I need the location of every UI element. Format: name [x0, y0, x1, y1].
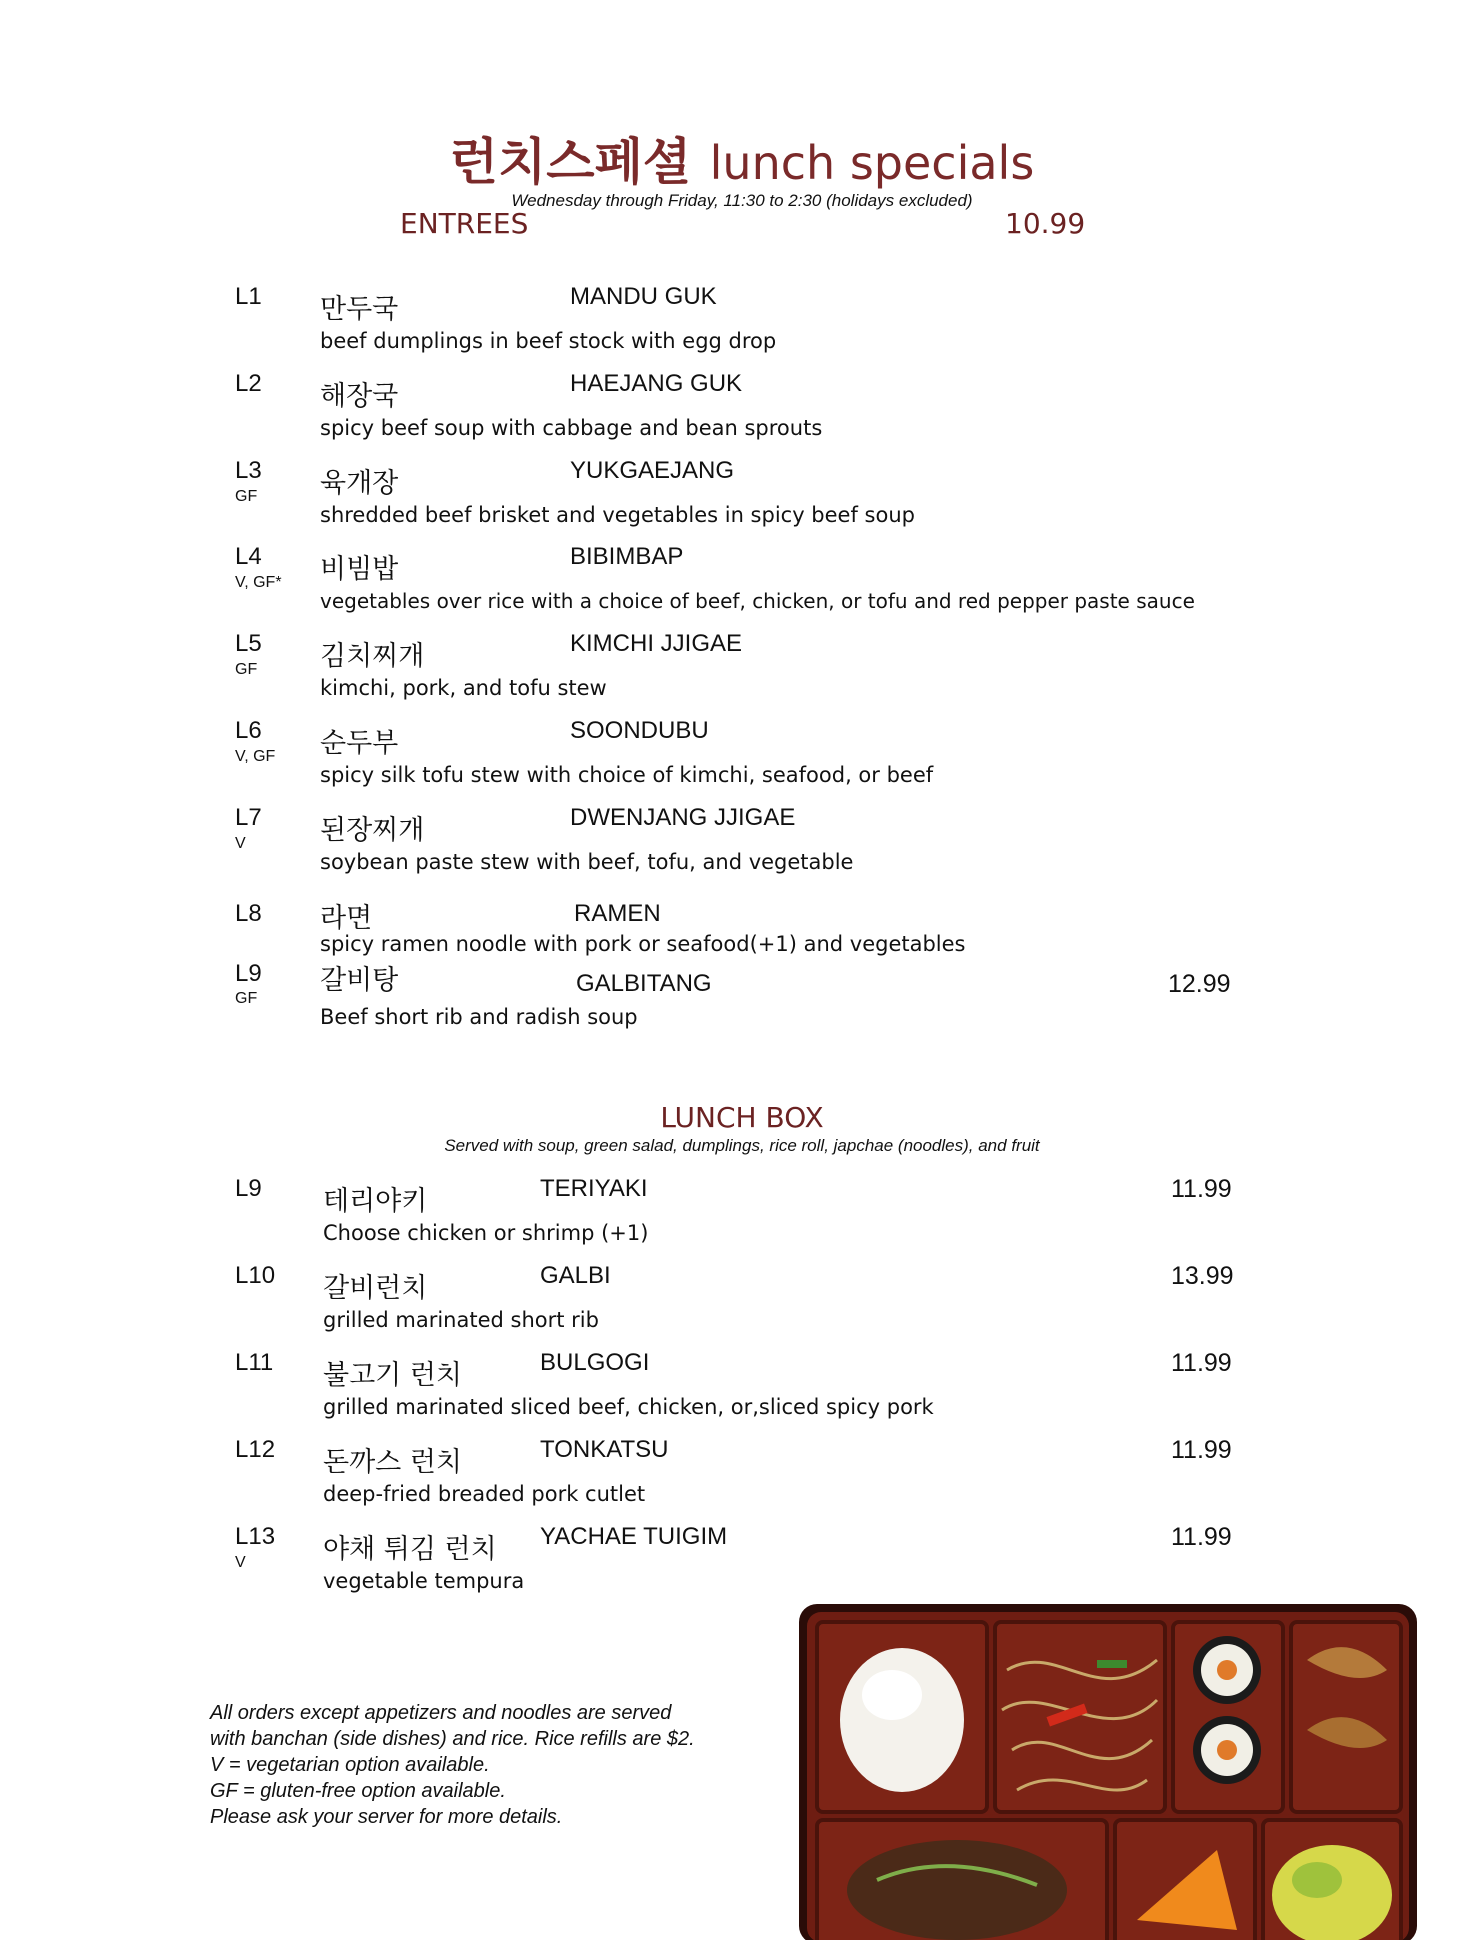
item-description: grilled marinated sliced beef, chicken, or,sliced spicy pork	[323, 1395, 934, 1419]
item-description: grilled marinated short rib	[323, 1308, 599, 1332]
item-price: 11.99	[1171, 1436, 1232, 1464]
item-name-korean: 불고기 런치	[323, 1360, 462, 1391]
item-name-english: RAMEN	[574, 900, 661, 927]
item-description: spicy silk tofu stew with choice of kimchi, seafood, or beef	[320, 763, 934, 787]
footer-notes	[210, 1700, 695, 1830]
item-name-korean: 육개장	[320, 468, 399, 499]
title-korean: 런치스페셜	[449, 133, 692, 191]
item-name-korean: 만두국	[320, 294, 399, 325]
item-diet-tag: GF	[235, 990, 258, 1007]
item-code: L4	[235, 543, 262, 570]
note-line: V = vegetarian option available.	[210, 1754, 490, 1776]
item-price: 11.99	[1171, 1175, 1232, 1203]
item-description: vegetables over rice with a choice of beef, chicken, or tofu and red pepper paste sauce	[320, 589, 1195, 613]
item-description: Choose chicken or shrimp (+1)	[323, 1221, 649, 1245]
menu-title	[0, 122, 1484, 194]
item-price: 11.99	[1171, 1349, 1232, 1377]
menu-item	[0, 370, 1484, 450]
item-description: shredded beef brisket and vegetables in spicy beef soup	[320, 503, 915, 527]
menu-item	[0, 283, 1484, 363]
item-price: 13.99	[1171, 1262, 1234, 1290]
menu-item	[0, 717, 1484, 797]
item-description: kimchi, pork, and tofu stew	[320, 676, 607, 700]
item-description: spicy ramen noodle with pork or seafood(+1) and vegetables	[320, 932, 966, 956]
item-name-english: MANDU GUK	[570, 283, 717, 310]
menu-item	[0, 457, 1484, 537]
item-name-english: SOONDUBU	[570, 717, 709, 744]
menu-item	[0, 804, 1484, 884]
menu-item	[0, 960, 1484, 1040]
item-code: L6	[235, 717, 262, 744]
item-name-english: GALBI	[540, 1262, 611, 1289]
item-code: L5	[235, 630, 262, 657]
menu-item	[0, 1523, 1484, 1603]
menu-item	[0, 1262, 1484, 1342]
item-name-korean: 라면	[320, 903, 373, 934]
note-line: with banchan (side dishes) and rice. Rice refills are $2.	[210, 1728, 695, 1750]
item-name-korean: 된장찌개	[320, 815, 425, 846]
item-name-korean: 테리야키	[323, 1186, 428, 1217]
item-description: spicy beef soup with cabbage and bean sprouts	[320, 416, 823, 440]
menu-subtitle: Wednesday through Friday, 11:30 to 2:30 (holidays excluded)	[511, 191, 973, 210]
lunchbox-heading: LUNCH BOX	[660, 1101, 824, 1134]
item-price: 12.99	[1168, 970, 1231, 998]
item-description: Beef short rib and radish soup	[320, 1005, 638, 1029]
item-code: L10	[235, 1262, 276, 1289]
note-line: All orders except appetizers and noodles are served	[210, 1702, 672, 1724]
note-line: Please ask your server for more details.	[210, 1806, 563, 1828]
item-name-korean: 갈비런치	[323, 1273, 428, 1304]
item-diet-tag: V, GF	[235, 748, 276, 765]
item-diet-tag: V	[235, 1554, 246, 1571]
item-name-korean: 비빔밥	[320, 554, 399, 585]
item-description: vegetable tempura	[323, 1569, 525, 1593]
item-description: deep-fried breaded pork cutlet	[323, 1482, 646, 1506]
item-name-english: BIBIMBAP	[570, 543, 684, 570]
item-diet-tag: GF	[235, 488, 258, 505]
item-diet-tag: V, GF*	[235, 574, 282, 591]
item-code: L11	[235, 1349, 274, 1376]
item-name-korean: 순두부	[320, 728, 399, 759]
item-code: L13	[235, 1523, 276, 1550]
bento-box-photo	[797, 1600, 1421, 1940]
item-code: L1	[235, 283, 262, 310]
note-line: GF = gluten-free option available.	[210, 1780, 506, 1802]
item-name-english: HAEJANG GUK	[570, 370, 743, 397]
item-name-korean: 해장국	[320, 381, 399, 412]
item-code: L8	[235, 900, 262, 927]
item-diet-tag: V	[235, 835, 246, 852]
menu-item	[0, 1175, 1484, 1255]
entrees-price: 10.99	[1005, 207, 1086, 240]
item-name-korean: 김치찌개	[320, 641, 425, 672]
item-code: L3	[235, 457, 262, 484]
item-code: L9	[235, 1175, 262, 1202]
title-english: lunch specials	[709, 136, 1035, 190]
item-price: 11.99	[1171, 1523, 1232, 1551]
item-description: soybean paste stew with beef, tofu, and vegetable	[320, 850, 854, 874]
item-description: beef dumplings in beef stock with egg drop	[320, 329, 777, 353]
item-name-english: TERIYAKI	[540, 1175, 648, 1202]
item-name-korean: 돈까스 런치	[323, 1447, 462, 1478]
item-name-korean: 갈비탕	[320, 965, 399, 996]
entrees-heading: ENTREES	[400, 207, 529, 240]
item-name-english: KIMCHI JJIGAE	[570, 630, 743, 657]
item-code: L2	[235, 370, 262, 397]
item-name-korean: 야채 튀김 런치	[323, 1534, 497, 1565]
item-name-english: TONKATSU	[540, 1436, 669, 1463]
menu-item	[0, 543, 1484, 623]
item-name-english: YACHAE TUIGIM	[540, 1523, 728, 1550]
item-code: L9	[235, 960, 262, 987]
item-name-english: BULGOGI	[540, 1349, 650, 1376]
item-name-english: YUKGAEJANG	[570, 457, 735, 484]
item-name-english: GALBITANG	[576, 970, 712, 997]
menu-item	[0, 1436, 1484, 1516]
item-code: L12	[235, 1436, 276, 1463]
menu-item	[0, 1349, 1484, 1429]
item-code: L7	[235, 804, 262, 831]
item-name-english: DWENJANG JJIGAE	[570, 804, 796, 831]
lunchbox-subtitle: Served with soup, green salad, dumplings, rice roll, japchae (noodles), and fruit	[444, 1136, 1040, 1155]
menu-item	[0, 630, 1484, 710]
item-diet-tag: GF	[235, 661, 258, 678]
